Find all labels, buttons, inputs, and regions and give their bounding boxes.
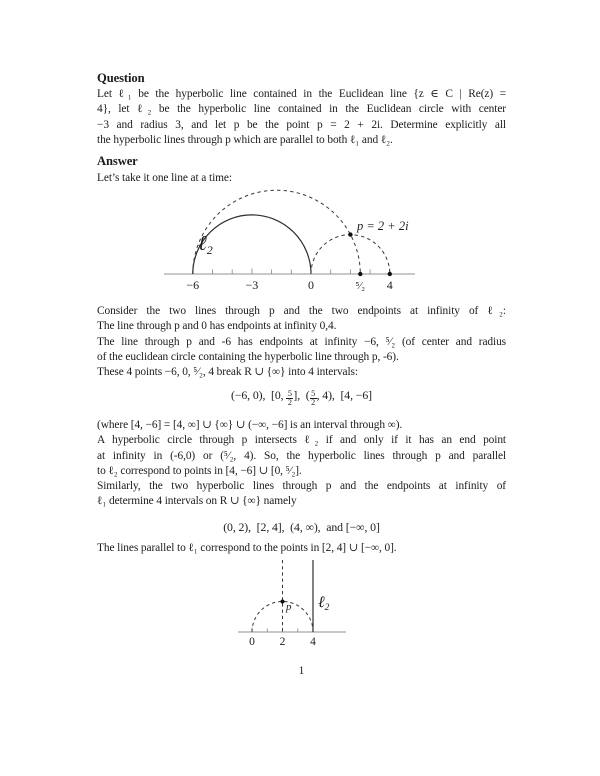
answer-line: Consider the two lines through p and the two endpoints at infinity of ℓ₂: bbox=[97, 305, 506, 317]
dashed-arc-p-0-4 bbox=[311, 235, 390, 274]
answer-paragraph-2 bbox=[97, 418, 506, 510]
fraction-numerator: 5 bbox=[287, 388, 292, 398]
fraction-denominator: 2 bbox=[287, 398, 292, 408]
answer-heading: Answer bbox=[97, 154, 138, 168]
answer-line: to ℓ₂ correspond to points in [4, −6] ∪ [0, ⁵⁄₂]. bbox=[97, 464, 302, 477]
display1-post: , 4), [4, −6] bbox=[316, 388, 372, 402]
dashed-arc-p-minus6 bbox=[193, 190, 360, 274]
answer-line: (where [4, −6] = [4, ∞] ∪ {∞} ∪ (−∞, −6] is an interval through ∞). bbox=[97, 419, 403, 431]
display1-pre: (−6, 0), [0, bbox=[231, 388, 287, 402]
dot-p bbox=[348, 232, 352, 236]
l2-curve-label-sub: 2 bbox=[206, 243, 213, 257]
tick-label-4: 4 bbox=[386, 278, 393, 292]
display-intervals-l2 bbox=[97, 388, 506, 408]
figure2-vertical-line-diagram bbox=[238, 556, 360, 652]
answer-closing-line: The lines parallel to ℓ₁ correspond to the points in [2, 4] ∪ [−∞, 0]. bbox=[97, 542, 397, 554]
display-intervals-l1: (0, 2), [2, 4], (4, ∞), and [−∞, 0] bbox=[223, 520, 380, 534]
answer-line: ℓ₁ determine 4 intervals on R ∪ {∞} namely bbox=[97, 495, 297, 508]
line-label-sub: 2 bbox=[324, 603, 330, 613]
tick-label-minus6: −6 bbox=[186, 278, 200, 292]
answer-line: at infinity in (-6,0) or (⁵⁄₂, 4). So, the hyperbolic lines through p and parallel bbox=[97, 449, 506, 462]
tick-label-4: 4 bbox=[310, 636, 316, 648]
dot-five-halves bbox=[358, 272, 362, 276]
answer-line: The line through p and 0 has endpoints at infinity 0,4. bbox=[97, 320, 337, 333]
question-line: −3 and radius 3, and let p be the point p = 2 + 2i. Determine explicitly all bbox=[97, 118, 506, 131]
answer-line: The line through p and -6 has endpoints at infinity −6, ⁵⁄₂ (of center and radius bbox=[97, 335, 506, 348]
answer-line: A hyperbolic circle through p intersects ℓ₂ if and only if it has an end point bbox=[97, 434, 506, 447]
page-number: 1 bbox=[298, 665, 305, 677]
question-line: 4}, let ℓ₂ be the hyperbolic line contained in the Euclidean circle with center bbox=[97, 103, 506, 116]
tick-label-2: 2 bbox=[279, 636, 286, 648]
question-heading-text: Question bbox=[97, 71, 145, 85]
line-label bbox=[318, 594, 330, 613]
point-p-label: p bbox=[286, 601, 292, 613]
answer-line: Similarly, the two hyperbolic lines through p and the endpoints at infinity of bbox=[97, 480, 506, 493]
question-paragraph bbox=[97, 87, 506, 148]
tick-label-0: 0 bbox=[249, 636, 255, 648]
tick-label-five-halves: ⁵⁄₂ bbox=[355, 280, 366, 292]
question-line: Let ℓ₁ be the hyperbolic line contained in the Euclidean line {z ∈ C | Re(z) = bbox=[97, 88, 506, 100]
question-line: the hyperbolic lines through p which are parallel to both ℓ₁ and ℓ₂. bbox=[97, 133, 393, 146]
fraction-numerator: 5 bbox=[311, 388, 316, 398]
dot-four bbox=[388, 272, 392, 276]
answer-intro: Let’s take it one line at a time: bbox=[97, 172, 232, 184]
dot-p bbox=[281, 600, 285, 604]
fraction-denominator: 2 bbox=[311, 398, 316, 408]
answer-line: These 4 points −6, 0, ⁵⁄₂, 4 break R ∪ {∞} into 4 intervals: bbox=[97, 366, 358, 379]
l2-curve-label-main: ℓ bbox=[198, 231, 207, 255]
answer-line: of the euclidean circle containing the hyperbolic line through p, -6). bbox=[97, 350, 399, 363]
tick-label-minus3: −3 bbox=[245, 278, 259, 292]
figure1-upper-halfplane-diagram bbox=[158, 186, 428, 300]
tick-label-0: 0 bbox=[308, 278, 314, 292]
l2-curve-label bbox=[198, 231, 213, 257]
line-label-main: ℓ bbox=[318, 594, 325, 611]
answer-paragraph-1 bbox=[97, 304, 506, 380]
point-p-label: p = 2 + 2i bbox=[357, 219, 409, 233]
fraction-five-halves bbox=[310, 390, 317, 408]
display1-mid: ], ( bbox=[293, 388, 310, 402]
